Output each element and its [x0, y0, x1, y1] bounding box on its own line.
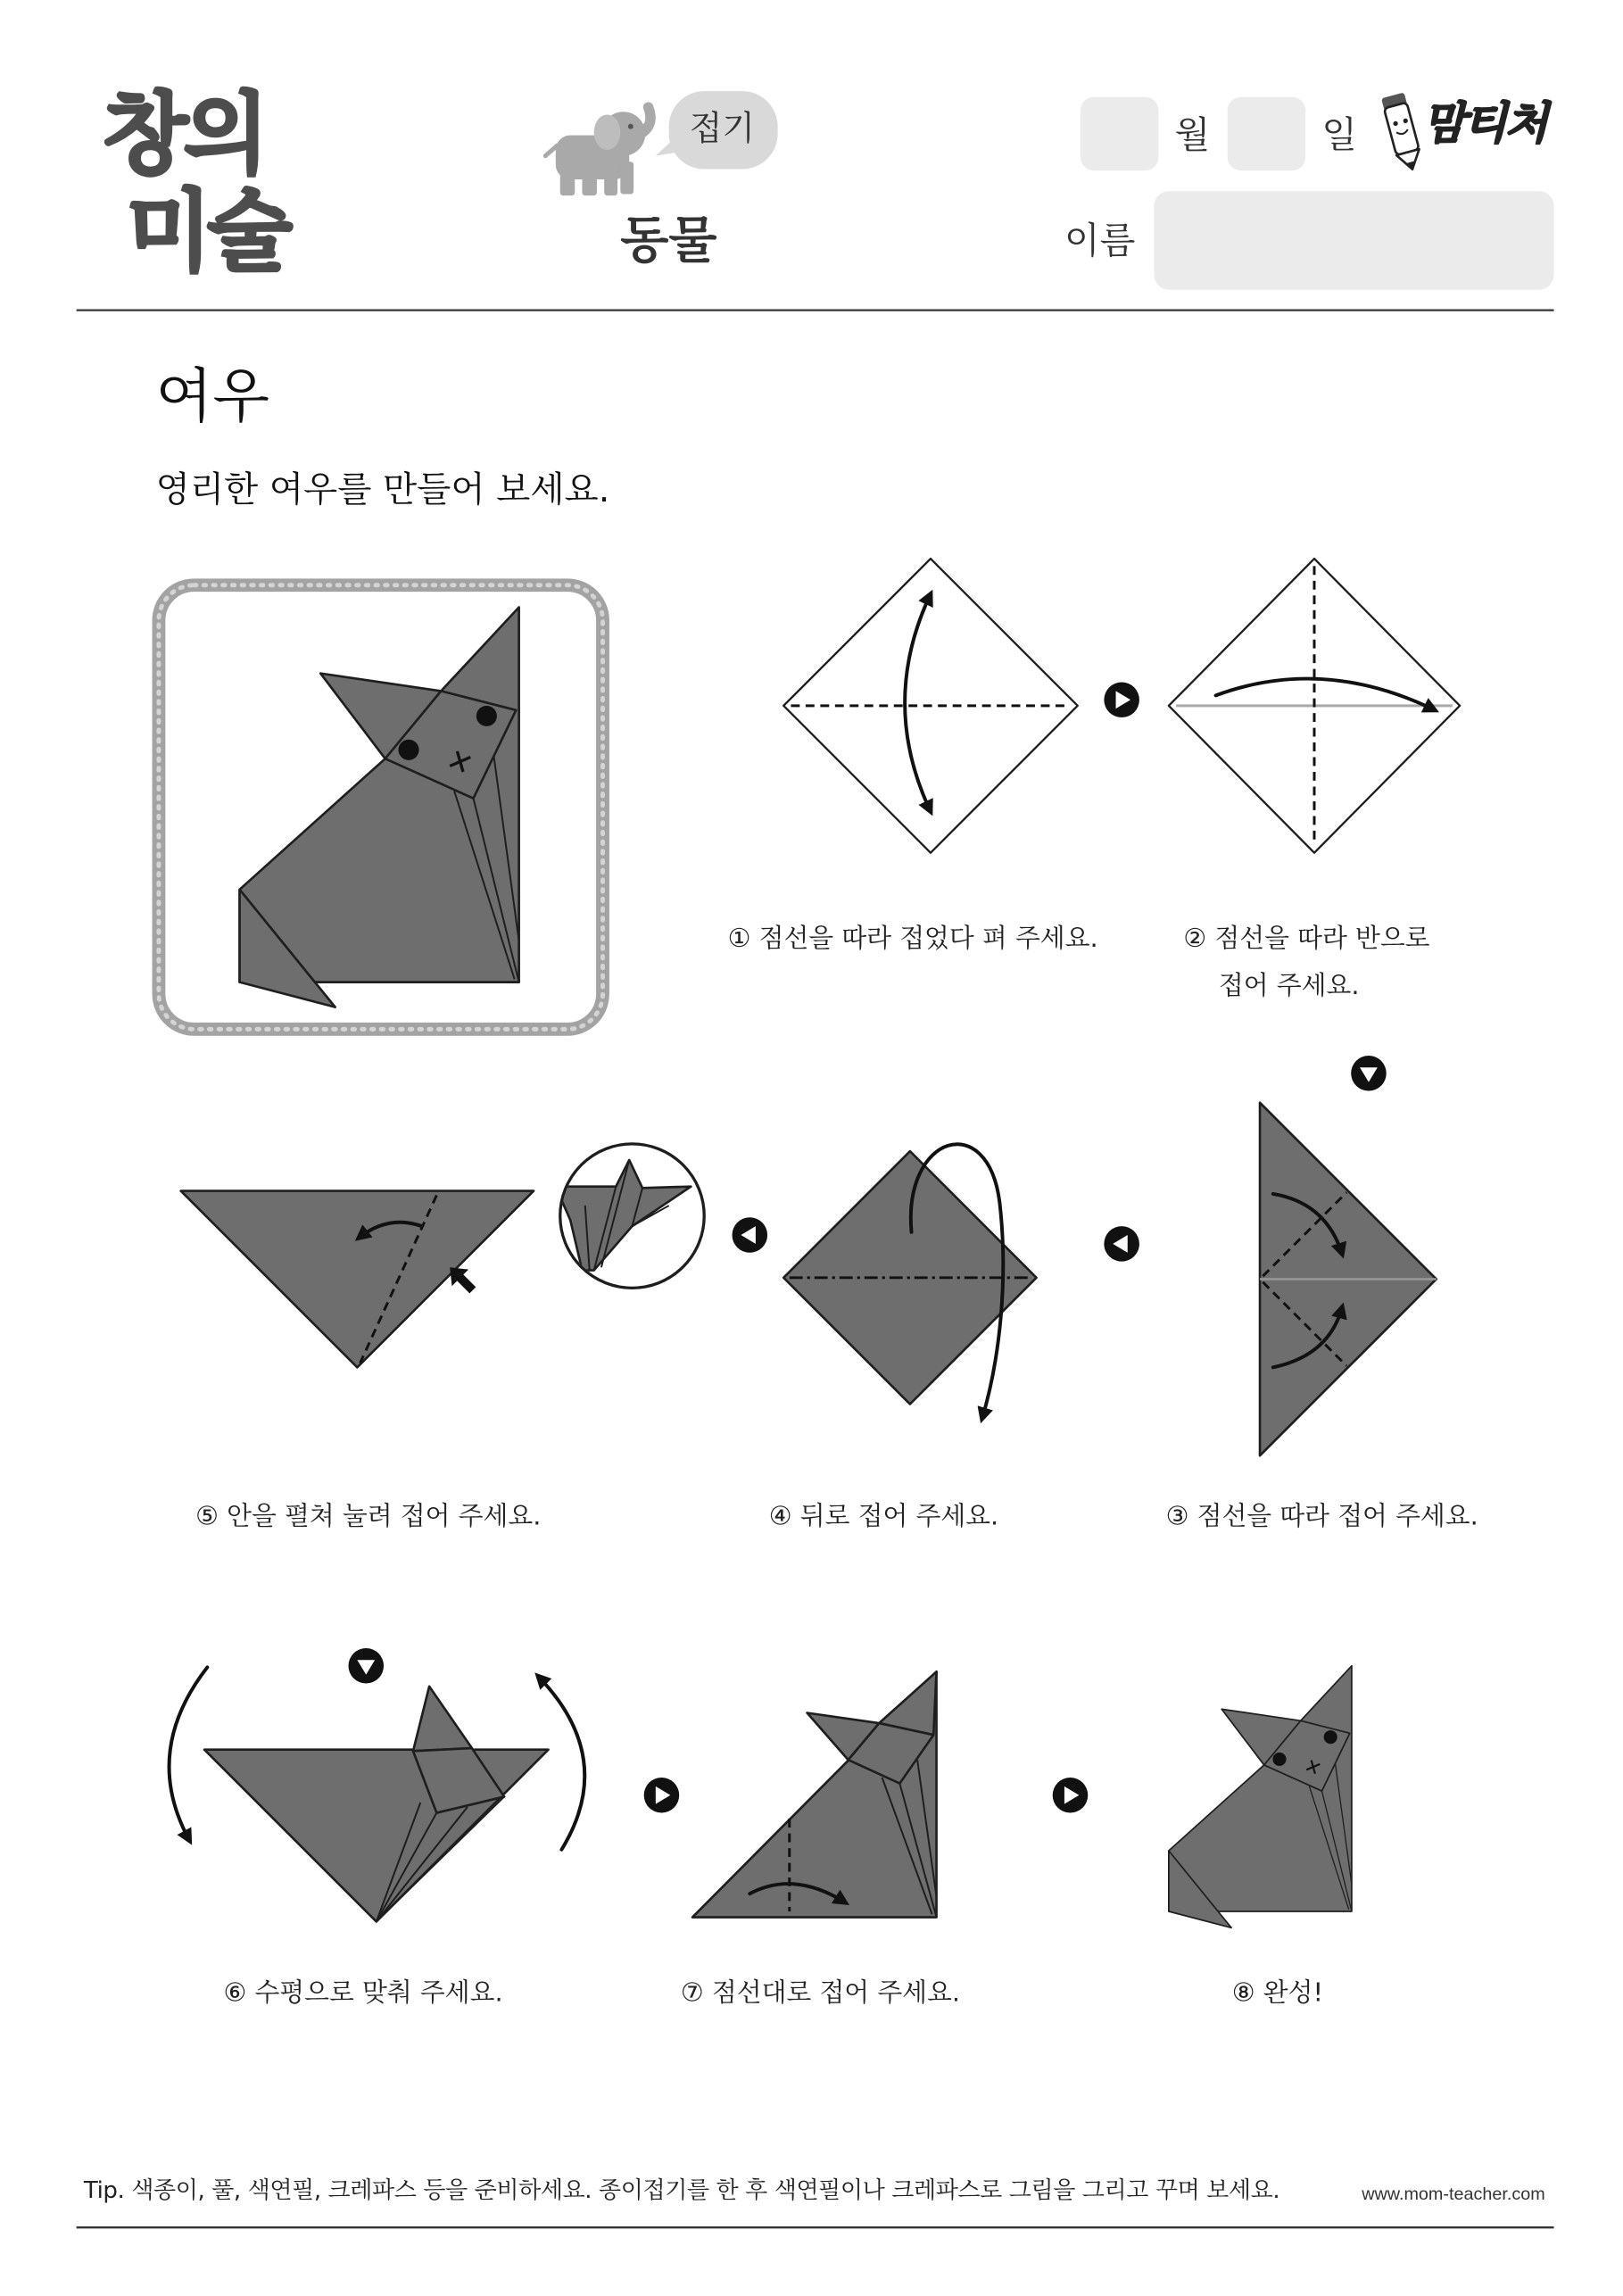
step-6-caption: ⑥ 수평으로 맞춰 주세요.	[223, 1978, 503, 2009]
next-step-arrow-icon	[1104, 683, 1139, 718]
day-field	[1228, 97, 1305, 170]
next-step-down-arrow-icon	[348, 1648, 384, 1684]
step-4-diagram	[783, 1144, 1036, 1419]
triangle-paper	[181, 1191, 534, 1368]
name-label: 이름	[1064, 219, 1136, 262]
month-label: 월	[1174, 112, 1211, 156]
step-2-caption-line-1: ② 점선을 따라 반으로	[1183, 924, 1430, 955]
next-step-arrow-icon	[1053, 1778, 1089, 1813]
next-step-down-arrow-icon	[1351, 1056, 1387, 1091]
elephant-icon	[545, 107, 650, 195]
step-4-caption: ④ 뒤로 접어 주세요.	[768, 1502, 999, 1532]
rotate-arrow-right	[538, 1676, 584, 1849]
month-field	[1081, 97, 1158, 170]
step-8-caption: ⑧ 완성!	[1231, 1978, 1324, 2009]
step-2-caption-line-2: 접어 주세요.	[1218, 972, 1360, 1002]
triangle-paper	[204, 1750, 549, 1922]
step-3-caption: ③ 점선을 따라 접어 주세요.	[1165, 1502, 1478, 1532]
finished-fox-frame	[159, 585, 603, 1030]
brand-logo: 맘티처	[1422, 98, 1547, 151]
step-7-diagram	[692, 1671, 937, 1917]
day-label: 일	[1321, 112, 1358, 156]
fox-ear	[413, 1687, 472, 1751]
logo-line-1: 창의	[103, 83, 265, 187]
step-5-detail-zoom	[556, 1144, 704, 1288]
step-2-diagram	[1169, 559, 1460, 853]
previous-direction-arrow-icon	[1104, 1226, 1139, 1262]
name-field	[1154, 191, 1553, 289]
worksheet-title: 여우	[155, 362, 269, 431]
step-6-diagram	[170, 1667, 585, 1921]
footer-tip: Tip. 색종이, 풀, 색연필, 크레파스 등을 준비하세요. 종이접기를 한 후 색연필이나 크레파스로 그림을 그리고 꾸며 보세요.	[83, 2176, 1280, 2204]
step-1-diagram	[783, 559, 1078, 853]
pencil-mascot-icon	[1381, 92, 1424, 172]
step-8-finished-fox	[1169, 1666, 1352, 1928]
step-5-diagram	[181, 1191, 534, 1368]
rotate-arrow-left	[170, 1667, 208, 1840]
logo-line-2: 미술	[126, 180, 288, 284]
previous-direction-arrow-icon	[733, 1217, 768, 1253]
step-7-caption: ⑦ 점선대로 접어 주세요.	[680, 1978, 961, 2009]
category-bubble-label: 접기	[689, 110, 755, 149]
footer-website: www.mom-teacher.com	[1362, 2183, 1545, 2204]
next-step-arrow-icon	[644, 1778, 680, 1813]
step-3-diagram	[1260, 1103, 1437, 1455]
step-5-caption: ⑤ 안을 펼쳐 눌려 접어 주세요.	[195, 1502, 542, 1532]
worksheet-instruction: 영리한 여우를 만들어 보세요.	[155, 468, 610, 510]
category-title: 동물	[620, 211, 717, 271]
step-1-caption: ① 점선을 따라 접었다 펴 주세요.	[727, 924, 1098, 955]
